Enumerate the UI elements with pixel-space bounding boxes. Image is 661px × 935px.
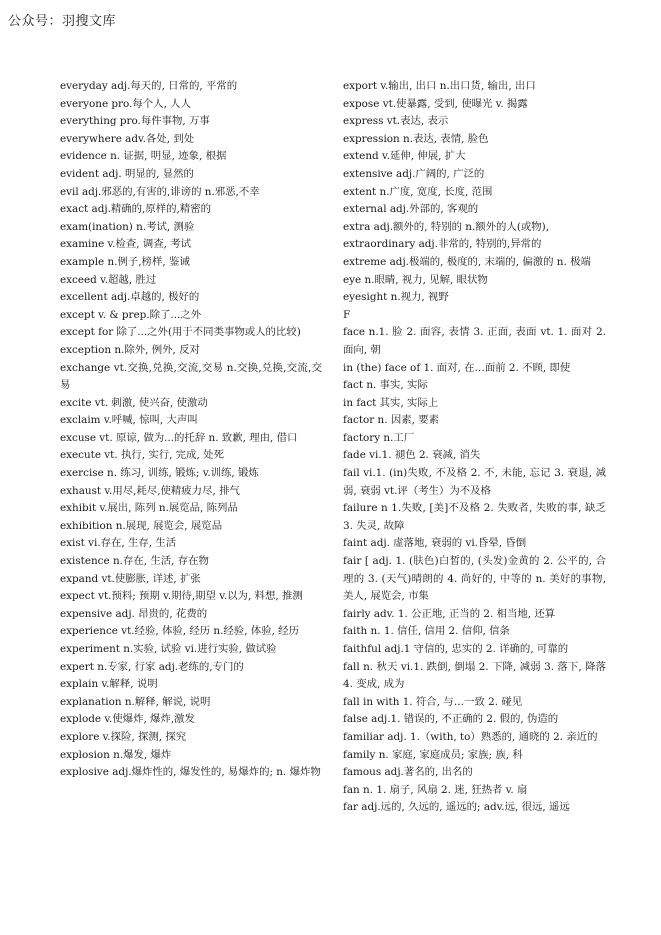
dictionary-entry: experiment n.实验, 试验 vi.进行实验, 做试验: [60, 643, 277, 655]
dictionary-entry: excellent adj.卓越的, 极好的: [60, 291, 200, 304]
dictionary-entry: familiar adj. 1.（with, to）熟悉的, 通晓的 2. 亲近的: [343, 730, 598, 743]
dictionary-entry: faith n. 1. 信任, 信用 2. 信仰, 信条: [343, 625, 510, 638]
dictionary-entry: exception n.除外, 例外, 反对: [60, 343, 200, 356]
dictionary-entry: evil adj.邪恶的,有害的,诽谤的 n.邪恶,不幸: [60, 185, 260, 198]
dictionary-entry: eyesight n.视力, 视野: [343, 291, 449, 304]
dictionary-entry: excite vt. 刺激, 使兴奋, 使激动: [60, 396, 208, 409]
dictionary-entry: eye n.眼睛, 视力, 见解, 眼状物: [343, 273, 488, 286]
dictionary-entry: evidence n. 证据, 明显, 迹象, 根据: [60, 150, 227, 163]
dictionary-entry: evident adj. 明显的, 显然的: [60, 167, 194, 180]
dictionary-entry: explosion n.爆发, 爆炸: [60, 748, 172, 761]
dictionary-entry: express vt.表达, 表示: [343, 115, 449, 128]
dictionary-entry: faint adj. 虚落地, 衰弱的 vi.昏晕, 昏倒: [343, 537, 527, 550]
dictionary-entry: exchange vt.交换,兑换,交流,交易 n.交换,兑换,交流,交易: [60, 361, 322, 392]
dictionary-entry: fairly adv. 1. 公正地, 正当的 2. 相当地, 还算: [343, 607, 556, 620]
dictionary-entry: exhibit v.展出, 陈列 n.展览品, 陈列品: [60, 502, 238, 515]
dictionary-entry: extreme adj.极端的, 极度的, 末端的, 偏激的 n. 极端: [343, 255, 591, 268]
dictionary-entry: fail vi.1. (in)失败, 不及格 2. 不, 未能, 忘记 3. 衰退, 减弱, 衰弱 vt.评（考生）为不及格: [343, 467, 606, 497]
left-column: [60, 78, 322, 782]
dictionary-entry: everyone pro.每个人, 人人: [60, 97, 191, 110]
dictionary-entry: expand vt.使膨胀, 详述, 扩张: [60, 572, 201, 585]
dictionary-entry: everyday adj.每天的, 日常的, 平常的: [60, 80, 238, 92]
dictionary-entry: everywhere adv.各处, 到处: [60, 132, 195, 145]
dictionary-entry: exact adj.精确的,原样的,精密的: [60, 203, 211, 216]
dictionary-entry: exclaim v.呼喊, 惊叫, 大声叫: [60, 414, 198, 427]
dictionary-entry: in (the) face of 1. 面对, 在…面前 2. 不顾, 即使: [343, 361, 571, 374]
dictionary-entry: family n. 家庭, 家庭成员; 家族; 族, 科: [343, 748, 523, 761]
dictionary-entry: exhaust v.用尽,耗尽,使精疲力尽, 排气: [60, 484, 240, 497]
dictionary-entry: explain v.解释, 说明: [60, 678, 158, 691]
dictionary-entry: extend v.延伸, 伸展, 扩大: [343, 150, 466, 163]
dictionary-entry: except v. & prep.除了...之外: [60, 308, 202, 321]
dictionary-entry: exceed v.超越, 胜过: [60, 273, 157, 286]
dictionary-entry: existence n.存在, 生活, 存在物: [60, 555, 209, 568]
dictionary-entry: exhibition n.展现, 展览会, 展览品: [60, 519, 223, 532]
dictionary-entry: except for 除了...之外(用于不同类事物或人的比较): [60, 326, 301, 339]
right-column: [343, 78, 606, 817]
dictionary-entry: expensive adj. 昂贵的, 花费的: [60, 607, 208, 620]
dictionary-entry: export v.输出, 出口 n.出口货, 输出, 出口: [343, 80, 536, 92]
dictionary-entry: expose vt.使暴露, 受到, 使曝光 v. 揭露: [343, 97, 528, 110]
dictionary-entry: external adj.外部的, 客观的: [343, 203, 479, 216]
dictionary-entry: everything pro.每件事物, 万事: [60, 115, 210, 128]
dictionary-entry: example n.例子,榜样, 鉴诫: [60, 255, 190, 268]
dictionary-entry: experience vt.经验, 体验, 经历 n.经验, 体验, 经历: [60, 625, 299, 638]
dictionary-entry: fair [ adj. 1. (肤色)白皙的, (头发)金黄的 2. 公平的, 合理的 3. (天气)晴朗的 4. 尚好的, 中等的 n. 美好的事物, 美人, 展览会, 市集: [343, 555, 606, 603]
dictionary-entry: face n.1. 脸 2. 面容, 表情 3. 正面, 表面 vt. 1. 面对 2. 面向, 朝: [343, 326, 606, 356]
dictionary-entry: excuse vt. 原谅, 做为...的托辞 n. 致歉, 理由, 借口: [60, 431, 298, 444]
dictionary-entry: explore v.探险, 探测, 探究: [60, 730, 187, 743]
dictionary-entry: factor n. 因素, 要素: [343, 414, 440, 427]
dictionary-entry: explanation n.解释, 解说, 说明: [60, 695, 211, 708]
dictionary-entry: F: [343, 308, 351, 321]
dictionary-entry: exercise n. 练习, 训练, 锻炼; v.训练, 锻炼: [60, 467, 259, 480]
dictionary-entry: fact n. 事实, 实际: [343, 379, 428, 392]
dictionary-entry: extra adj.额外的, 特别的 n.额外的人(或物),: [343, 220, 550, 233]
dictionary-entry: failure n 1.失败, [美]不及格 2. 失败者, 失败的事, 缺乏 3. 失灵, 故障: [343, 502, 606, 532]
dictionary-entry: far adj.远的, 久远的, 遥远的; adv.远, 很远, 遥远: [343, 801, 570, 814]
dictionary-entry: extent n.广度, 宽度, 长度, 范围: [343, 185, 493, 198]
dictionary-entry: examine v.检查, 调查, 考试: [60, 238, 192, 251]
dictionary-entry: extraordinary adj.非常的, 特别的,异常的: [343, 238, 542, 251]
dictionary-entry: false adj.1. 错误的, 不正确的 2. 假的, 伪造的: [343, 713, 559, 726]
dictionary-entry: execute vt. 执行, 实行, 完成, 处死: [60, 449, 224, 462]
dictionary-entry: explode v.使爆炸, 爆炸,激发: [60, 713, 195, 726]
dictionary-entry: explosive adj.爆炸性的, 爆发性的, 易爆炸的; n. 爆炸物: [60, 766, 321, 779]
dictionary-entry: expression n.表达, 表情, 脸色: [343, 132, 489, 145]
dictionary-entry: fall n. 秋天 vi.1. 跌倒, 倒塌 2. 下降, 减弱 3. 落下, 降落 4. 变成, 成为: [343, 660, 606, 691]
dictionary-entry: in fact 其实, 实际上: [343, 396, 439, 409]
dictionary-entry: fade vi.1. 褪色 2. 衰减, 消失: [343, 449, 481, 462]
dictionary-entry: faithful adj.1 守信的, 忠实的 2. 详确的, 可靠的: [343, 643, 569, 655]
dictionary-entry: fan n. 1. 扇子, 风扇 2. 迷, 狂热者 v. 扇: [343, 783, 528, 796]
dictionary-entry: expect vt.预料; 预期 v.期待,期望 v.以为, 料想, 推测: [60, 590, 303, 603]
dictionary-entry: factory n.工厂: [343, 431, 415, 444]
dictionary-entry: exam(ination) n.考试, 测验: [60, 220, 195, 233]
dictionary-entry: extensive adj.广阔的, 广泛的: [343, 167, 485, 180]
dictionary-entry: expert n.专家, 行家 adj.老练的,专门的: [60, 660, 244, 673]
dictionary-entry: fall in with 1. 符合, 与…一致 2. 碰见: [343, 695, 523, 708]
page-header: 公众号：羽搜文库: [8, 14, 117, 29]
dictionary-entry: famous adj.著名的, 出名的: [343, 766, 473, 779]
dictionary-entry: exist vi.存在, 生存, 生活: [60, 537, 177, 550]
